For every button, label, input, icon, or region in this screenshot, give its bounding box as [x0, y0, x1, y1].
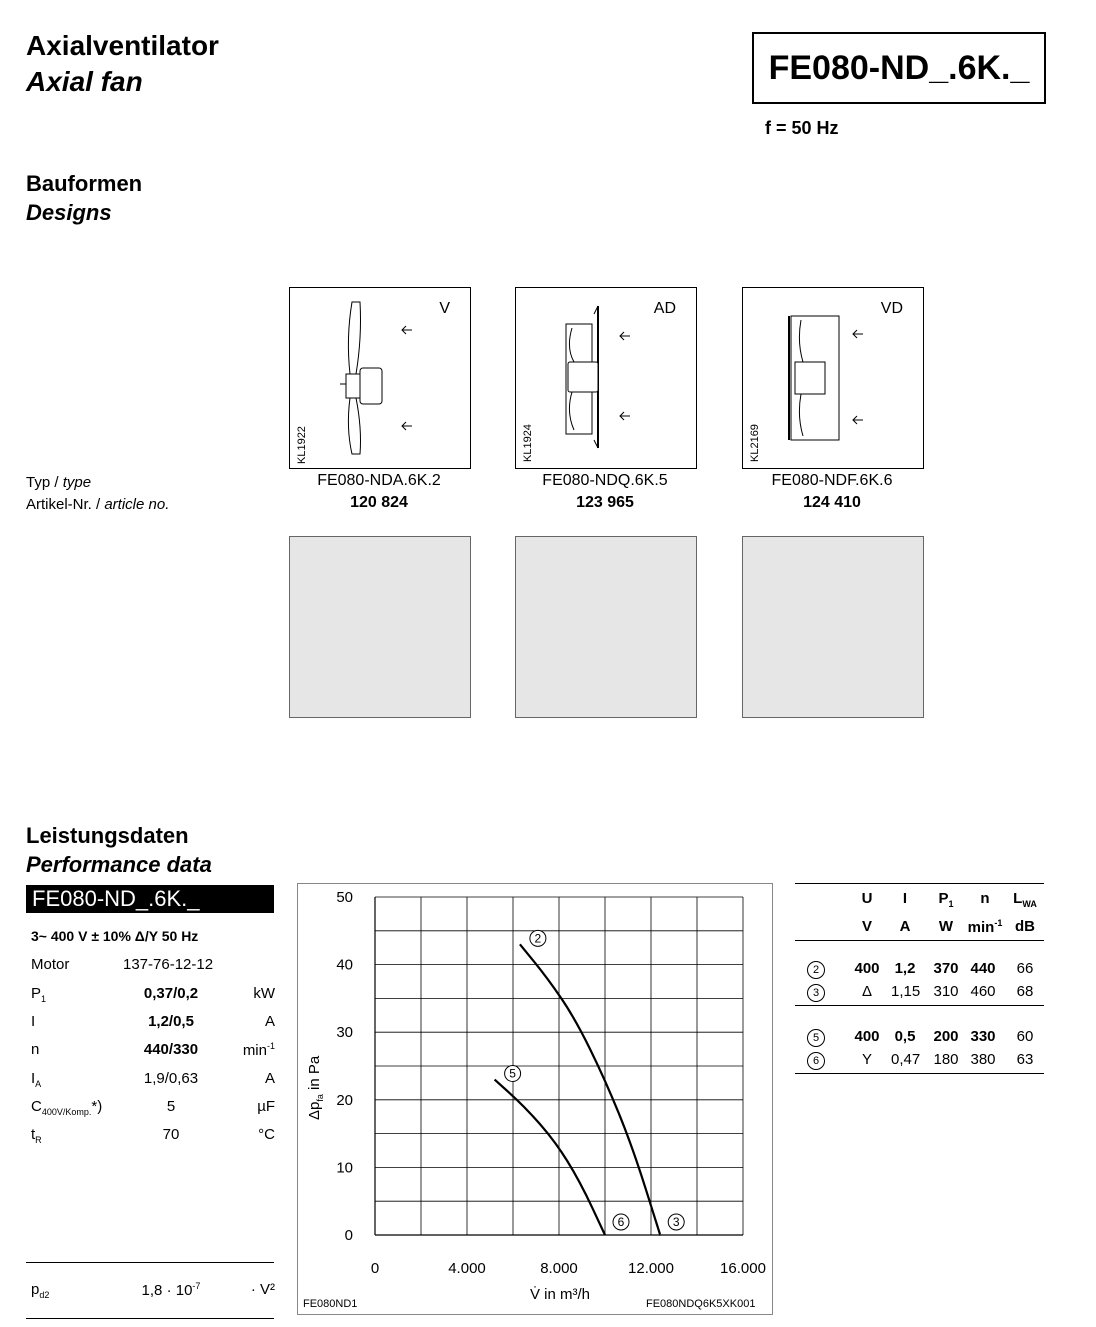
divider [26, 1262, 274, 1263]
spec-unit: A [264, 1013, 275, 1030]
design-drawing-v [289, 287, 471, 469]
table-cell: 66 [1016, 960, 1034, 977]
chart-x-label: V̇ in m³/h [530, 1286, 591, 1303]
performance-title-en: Performance data [26, 852, 212, 877]
x-tick-label: 16.000 [720, 1260, 766, 1277]
design-drawing-vd [742, 287, 924, 469]
product-photo [742, 536, 924, 718]
spec-row-p1 [31, 985, 275, 1011]
table-cell: 200 [933, 1028, 959, 1045]
table-cell: 63 [1016, 1051, 1034, 1068]
table-cell: 0,47 [891, 1051, 921, 1068]
spec-row-n [31, 1041, 275, 1067]
header-lwa: $L_{WA}$ [1013, 890, 1037, 909]
spec-row-motor [31, 956, 275, 982]
design-drawing-ad [515, 287, 697, 469]
spec-row-tr [31, 1126, 275, 1152]
type-label: Typ / type [26, 474, 92, 491]
table-cell: 460 [970, 983, 996, 1000]
spec-value: 5 [166, 1098, 176, 1115]
spec-key: $P_1$ [31, 985, 47, 1004]
page-title-en: Axial fan [26, 66, 143, 97]
chart-ticks [336, 889, 766, 1277]
table-cell: 0,5 [894, 1028, 916, 1045]
unit-p1: W [938, 918, 954, 935]
article-value: 120 824 [350, 494, 408, 511]
header-i: I [902, 890, 908, 907]
y-tick-label: 50 [336, 889, 353, 906]
y-tick-label: 10 [336, 1159, 353, 1177]
type-value: FE080-NDA.6K.2 [317, 472, 441, 489]
row-marker: 6 [807, 1052, 825, 1070]
spec-unit: · V² [250, 1281, 275, 1298]
header-u: U [861, 890, 873, 907]
performance-model-bar: FE080-ND_.6K._ [26, 885, 274, 913]
type-value: FE080-NDQ.6K.5 [542, 472, 668, 489]
table-cell: 400 [854, 960, 880, 977]
y-tick-label: 0 [344, 1227, 353, 1244]
spec-value: $1,8 \cdot 10^{-7}$ [141, 1281, 201, 1299]
article-value: 123 965 [576, 494, 634, 511]
designs-title-de: Bauformen [26, 171, 143, 196]
x-tick-label: 0 [370, 1260, 380, 1277]
unit-i: A [899, 918, 911, 935]
design-code: V [439, 300, 450, 317]
chart-curves [495, 930, 685, 1235]
spec-unit: °C [258, 1126, 275, 1143]
spec-row-i [31, 1013, 275, 1039]
curve-marker-label: 3 [672, 1215, 680, 1229]
spec-value: 1,9/0,63 [143, 1070, 199, 1087]
performance-chart [297, 883, 773, 1315]
table-header-line [795, 940, 1044, 941]
table-cell: Y [861, 1051, 872, 1068]
y-tick-label: 30 [336, 1024, 353, 1042]
supply-spec: 3~ 400 V ± 10% Δ/Y 50 Hz [31, 928, 199, 944]
spec-key: $t_R$ [31, 1126, 42, 1145]
y-tick-label: 40 [336, 956, 353, 974]
spec-unit: A [264, 1070, 275, 1087]
drawing-id: KL2169 [749, 424, 761, 462]
table-cell: 60 [1016, 1028, 1034, 1045]
spec-row-ia [31, 1070, 275, 1096]
table-cell: 400 [854, 1028, 880, 1045]
row-marker: 3 [807, 984, 825, 1002]
row-marker: 5 [807, 1029, 825, 1047]
spec-row-pd2 [31, 1281, 275, 1307]
y-tick-label: 20 [336, 1091, 353, 1109]
table-cell: 180 [933, 1051, 959, 1068]
x-tick-label: 12.000 [628, 1260, 674, 1277]
table-row-line [795, 1073, 1044, 1074]
drawing-id: KL1924 [522, 424, 534, 462]
spec-value: 70 [162, 1126, 180, 1143]
spec-key: I [31, 1013, 36, 1030]
spec-value: 1,2/0,5 [148, 1013, 194, 1030]
type-value: FE080-NDF.6K.6 [771, 472, 893, 489]
x-tick-label: 4.000 [448, 1260, 486, 1277]
header-p1: $P_1$ [938, 890, 954, 909]
spec-value: 0,37/0,2 [143, 985, 199, 1002]
spec-unit: µF [257, 1098, 275, 1115]
frequency-label: f = 50 Hz [765, 118, 839, 138]
header-n: n [980, 890, 990, 907]
chart-grid [375, 897, 743, 1235]
performance-title-de: Leistungsdaten [26, 823, 189, 848]
curve-marker-label: 6 [617, 1215, 625, 1229]
table-cell: 1,15 [891, 983, 921, 1000]
table-cell: 68 [1016, 983, 1034, 1000]
table-top-line [795, 883, 1044, 884]
spec-unit: $\min^{-1}$ [242, 1041, 275, 1059]
drawing-id: KL1922 [296, 426, 308, 464]
chart-y-label: $\Delta p_{fa}$ in Pa [306, 1055, 325, 1120]
spec-value: 440/330 [143, 1041, 199, 1058]
spec-key: Motor [31, 956, 70, 973]
chart-code-left: FE080ND1 [303, 1298, 358, 1310]
row-marker: 2 [807, 961, 825, 979]
table-cell: Δ [861, 983, 873, 1000]
table-cell: 310 [933, 983, 959, 1000]
curve-line [495, 1080, 605, 1235]
spec-key: $I_A$ [31, 1070, 42, 1089]
model-box: FE080-ND_.6K._ [752, 32, 1046, 104]
product-photo [515, 536, 697, 718]
designs-title-en: Designs [26, 200, 112, 225]
unit-n: $\min^{-1}$ [967, 918, 1003, 936]
unit-lwa: dB [1015, 918, 1035, 935]
spec-row-c [31, 1098, 275, 1124]
design-code: VD [880, 300, 903, 317]
design-code: AD [653, 300, 676, 317]
product-photo [289, 536, 471, 718]
spec-key: $C_{400V/Komp.}*$) [31, 1098, 103, 1117]
table-cell: 380 [970, 1051, 996, 1068]
curve-marker-label: 2 [534, 931, 542, 946]
table-cell: 370 [933, 960, 959, 977]
spec-key: $p_{d2}$ [31, 1281, 50, 1300]
unit-u: V [861, 918, 872, 935]
spec-key: n [31, 1041, 40, 1058]
table-cell: 330 [970, 1028, 996, 1045]
table-cell: 440 [970, 960, 996, 977]
spec-unit: kW [253, 985, 275, 1002]
curve-line [520, 944, 660, 1235]
x-tick-label: 8.000 [540, 1260, 578, 1277]
curve-marker-label: 5 [509, 1066, 516, 1081]
table-row-line [795, 1005, 1044, 1006]
divider [26, 1318, 274, 1319]
article-label: Artikel-Nr. / article no. [26, 496, 170, 513]
chart-code-right: FE080NDQ6K5XK001 [646, 1298, 756, 1310]
page-title-de: Axialventilator [26, 30, 219, 61]
spec-value: 137-76-12-12 [123, 956, 214, 973]
table-cell: 1,2 [894, 960, 916, 977]
article-value: 124 410 [803, 494, 861, 511]
